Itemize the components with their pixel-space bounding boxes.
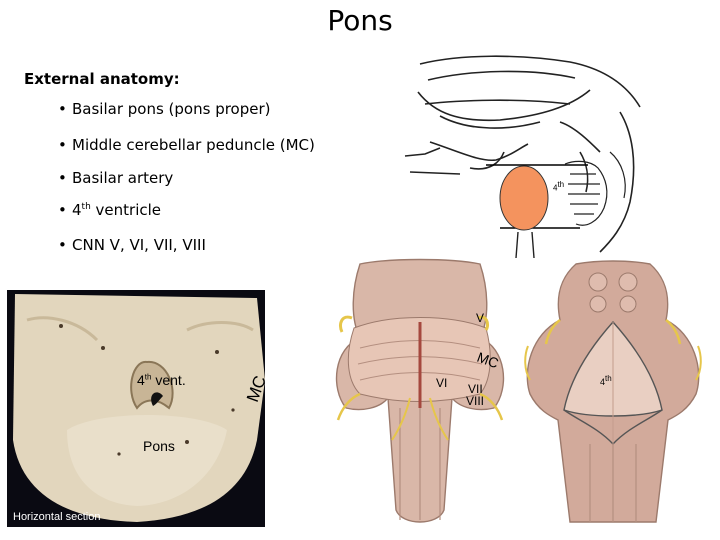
bullet-dot-icon: • [58, 201, 67, 219]
cn-vi-label: VI [436, 376, 448, 390]
bullet-text-post: ventricle [90, 201, 162, 219]
fourth-vent-label: 4th vent. [137, 372, 186, 388]
cn-viii-label: VIII [466, 394, 485, 408]
bullet-item [58, 236, 206, 254]
bullet-dot-icon: • [58, 100, 67, 118]
bullet-text: Basilar pons (pons proper) [72, 100, 271, 118]
bullet-text-pre: 4 [72, 201, 82, 219]
bullet-item [58, 169, 173, 187]
fourth-ventricle-dorsal-label: 4th [600, 374, 612, 387]
cn-vii-label: VII [468, 382, 483, 396]
slide-title: Pons [327, 4, 393, 37]
bullet-dot-icon: • [58, 169, 67, 187]
bullet-item [58, 100, 271, 118]
bullet-dot-icon: • [58, 236, 67, 254]
dorsal-brainstem-drawing [518, 260, 708, 530]
bullet-item [58, 201, 161, 219]
fourth-ventricle-label: 4th [553, 180, 565, 193]
bullet-text-sup: th [81, 202, 91, 212]
bullet-text: CNN V, VI, VII, VIII [72, 236, 206, 254]
bullet-text: Basilar artery [72, 169, 174, 187]
slide-subtitle: External anatomy: [24, 70, 180, 88]
mc-ventral-label: MC [474, 348, 501, 372]
sagittal-brain-drawing [400, 52, 650, 262]
sagittal-brain-diagram [400, 52, 650, 262]
cn-v-label: V [476, 311, 485, 325]
horizontal-section-photo [7, 290, 270, 527]
bullet-item [58, 136, 315, 154]
bullet-text: Middle cerebellar peduncle (MC) [72, 136, 315, 154]
ventral-brainstem-view [330, 258, 510, 530]
dorsal-brainstem-view [518, 260, 708, 530]
mc-label: MC [243, 373, 270, 405]
bullet-dot-icon: • [58, 136, 67, 154]
horizontal-section-caption: Horizontal section [13, 511, 101, 523]
horizontal-section-drawing [7, 290, 265, 527]
pons-label: Pons [143, 438, 175, 454]
